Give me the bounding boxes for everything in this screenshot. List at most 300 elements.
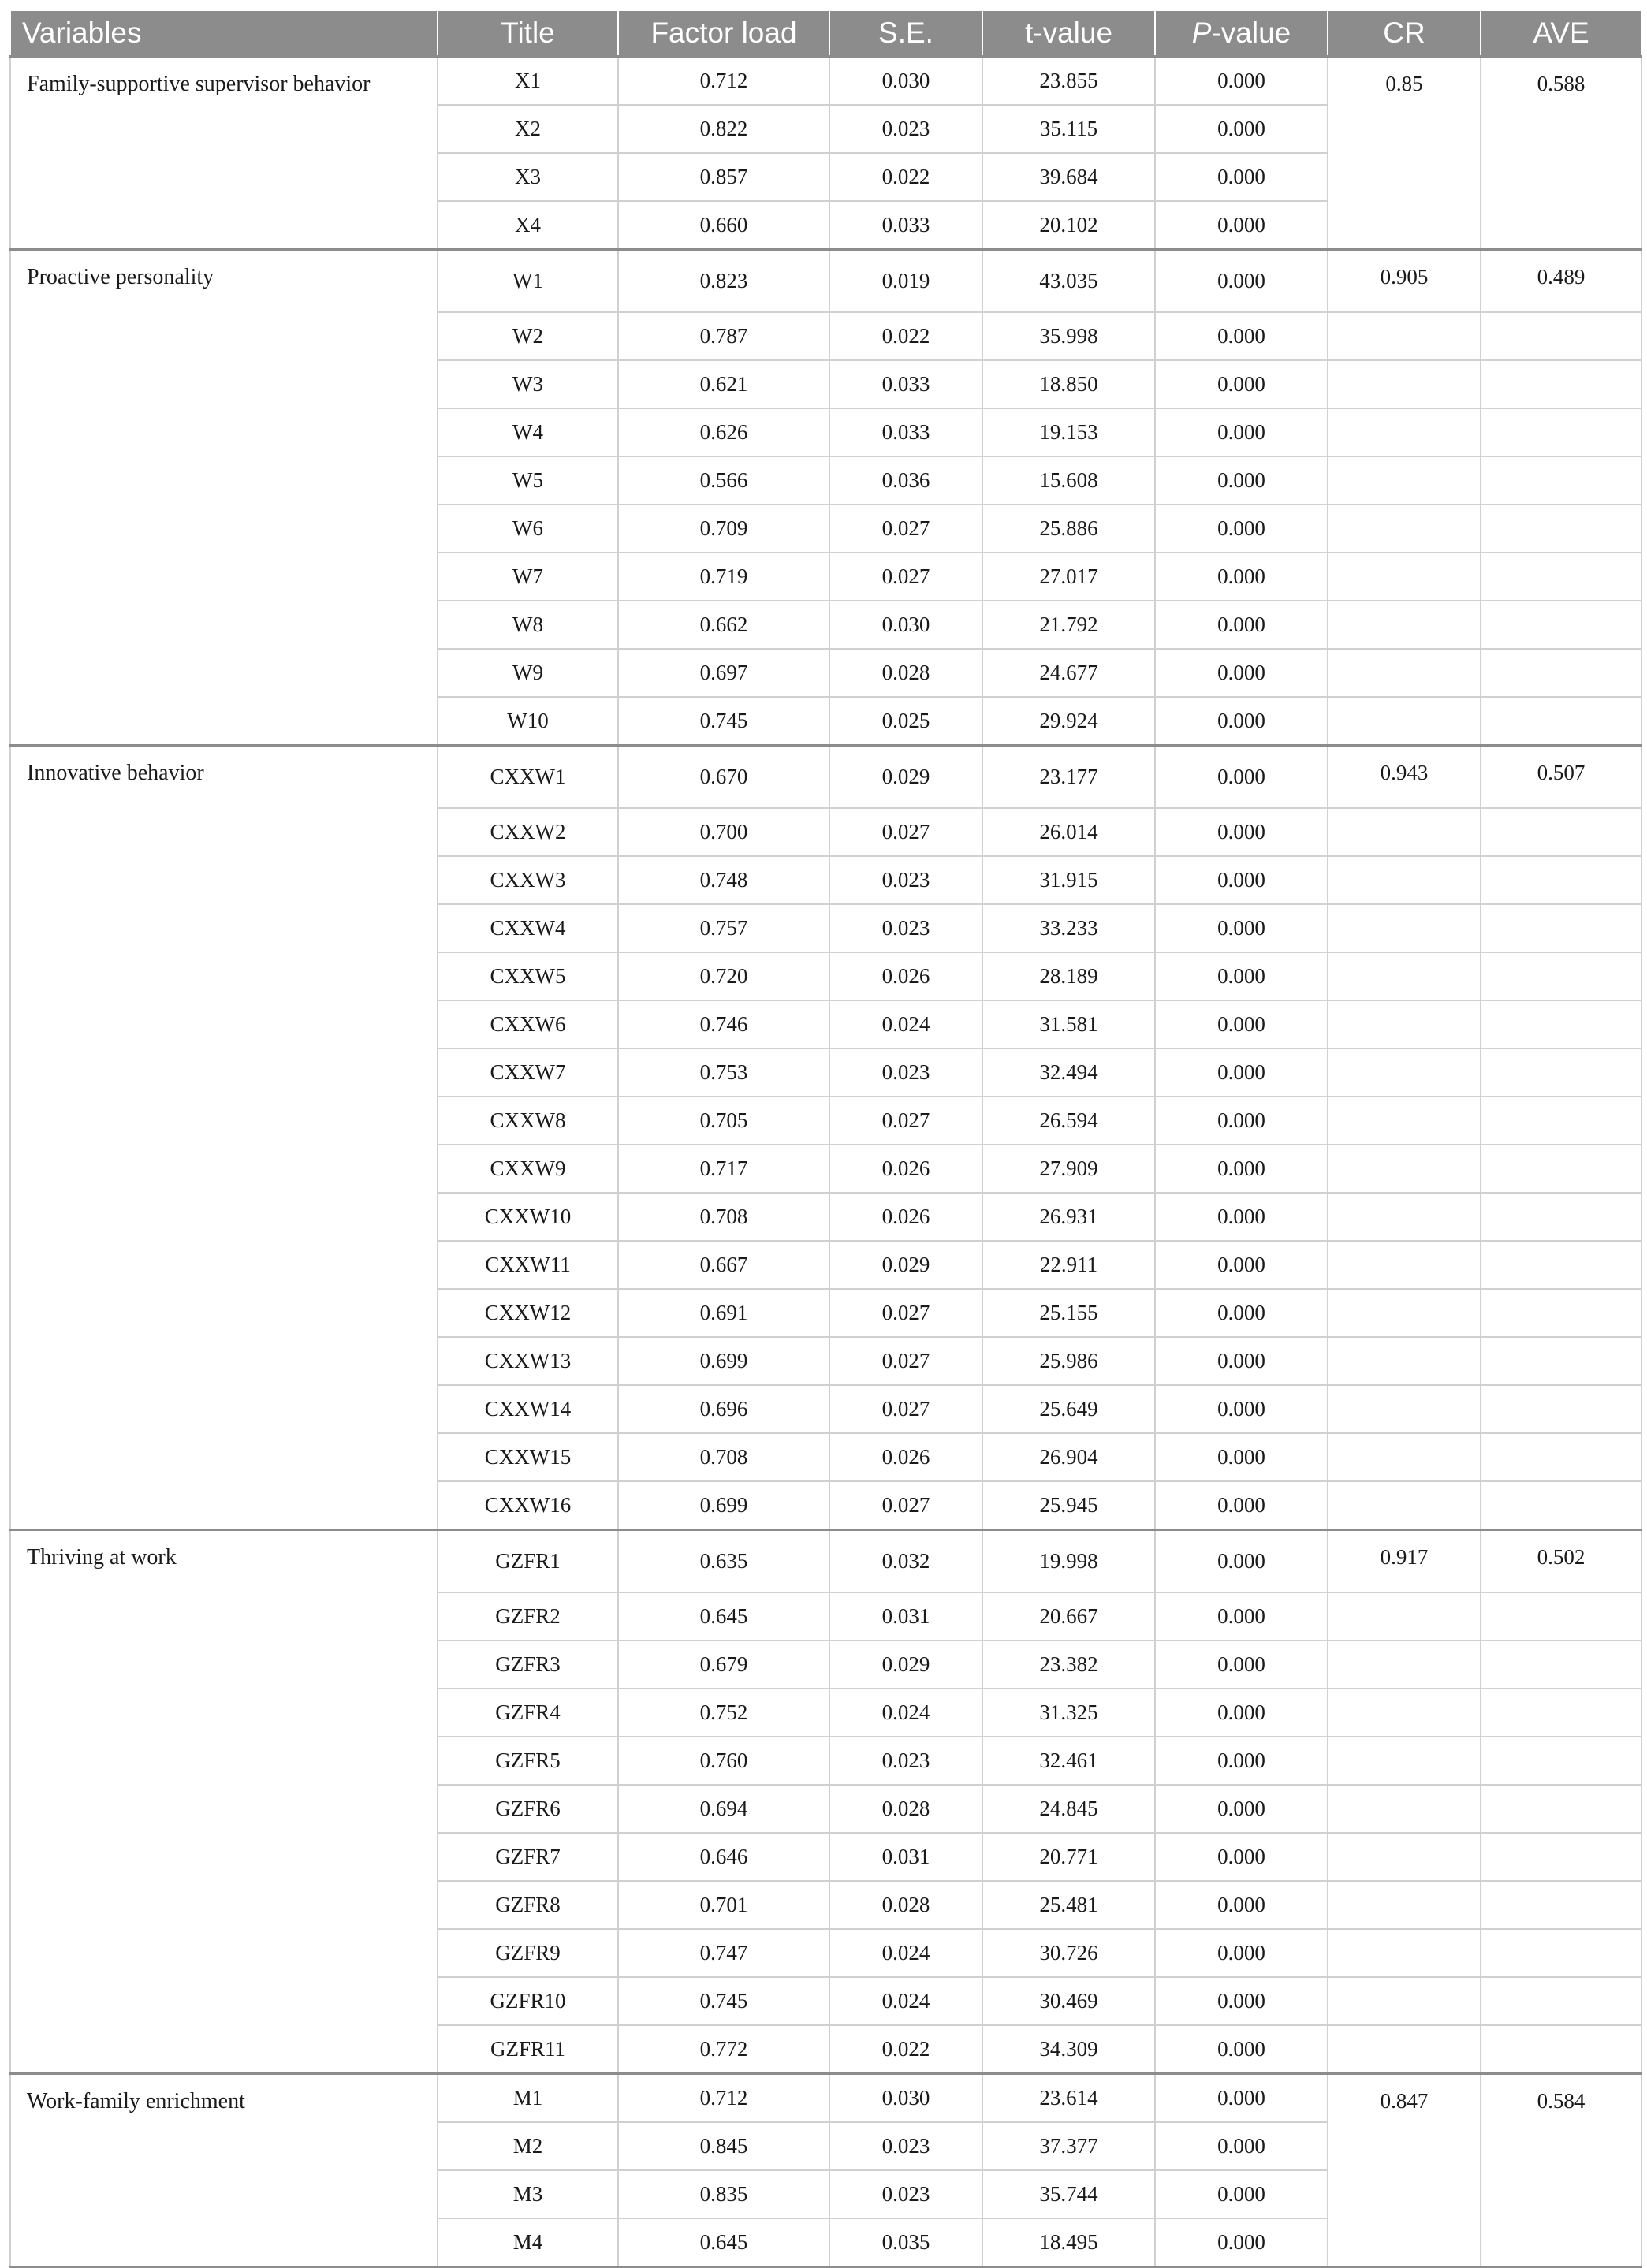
ave-empty-cell	[1481, 1481, 1641, 1530]
ave-cell: 0.502	[1481, 1530, 1641, 1593]
title-cell: CXXW5	[438, 952, 618, 1000]
se-cell: 0.030	[829, 2074, 982, 2123]
t-value-cell: 37.377	[982, 2122, 1155, 2170]
p-value-cell: 0.000	[1155, 2170, 1328, 2218]
cfa-results-table	[9, 9, 1642, 2268]
factor-load-cell: 0.760	[618, 1737, 829, 1785]
factor-load-cell: 0.857	[618, 153, 829, 201]
p-value-cell: 0.000	[1155, 1881, 1328, 1929]
table-row	[10, 57, 1641, 106]
p-value-cell: 0.000	[1155, 1000, 1328, 1048]
se-cell: 0.033	[829, 360, 982, 408]
t-value-cell: 32.494	[982, 1048, 1155, 1097]
ave-cell: 0.584	[1481, 2074, 1641, 2267]
table-header	[10, 10, 1641, 57]
se-cell: 0.023	[829, 2122, 982, 2170]
se-cell: 0.027	[829, 808, 982, 856]
factor-load-cell: 0.621	[618, 360, 829, 408]
ave-empty-cell	[1481, 649, 1641, 697]
title-cell: CXXW12	[438, 1289, 618, 1337]
t-value-cell: 35.744	[982, 2170, 1155, 2218]
ave-empty-cell	[1481, 601, 1641, 649]
factor-load-cell: 0.566	[618, 456, 829, 505]
ave-empty-cell	[1481, 1592, 1641, 1640]
p-value-cell: 0.000	[1155, 505, 1328, 553]
cr-empty-cell	[1328, 553, 1481, 601]
header-t-value: t-value	[982, 10, 1155, 57]
title-cell: W5	[438, 456, 618, 505]
factor-load-cell: 0.845	[618, 2122, 829, 2170]
se-cell: 0.030	[829, 601, 982, 649]
title-cell: GZFR9	[438, 1929, 618, 1977]
title-cell: M4	[438, 2218, 618, 2267]
factor-load-cell: 0.701	[618, 1881, 829, 1929]
title-cell: CXXW11	[438, 1241, 618, 1289]
cr-empty-cell	[1328, 1640, 1481, 1689]
title-cell: GZFR2	[438, 1592, 618, 1640]
cr-empty-cell	[1328, 1833, 1481, 1881]
se-cell: 0.022	[829, 2025, 982, 2074]
t-value-cell: 25.886	[982, 505, 1155, 553]
title-cell: CXXW6	[438, 1000, 618, 1048]
se-cell: 0.029	[829, 746, 982, 809]
p-value-cell: 0.000	[1155, 1289, 1328, 1337]
ave-empty-cell	[1481, 1881, 1641, 1929]
cr-empty-cell	[1328, 856, 1481, 904]
cr-empty-cell	[1328, 697, 1481, 746]
t-value-cell: 28.189	[982, 952, 1155, 1000]
se-cell: 0.032	[829, 1530, 982, 1593]
t-value-cell: 26.014	[982, 808, 1155, 856]
variable-name-cell: Thriving at work	[10, 1530, 438, 2074]
p-value-cell: 0.000	[1155, 360, 1328, 408]
title-cell: CXXW14	[438, 1385, 618, 1433]
t-value-cell: 31.581	[982, 1000, 1155, 1048]
cr-empty-cell	[1328, 649, 1481, 697]
t-value-cell: 25.986	[982, 1337, 1155, 1385]
p-value-cell: 0.000	[1155, 856, 1328, 904]
factor-load-cell: 0.645	[618, 1592, 829, 1640]
p-value-cell: 0.000	[1155, 1241, 1328, 1289]
factor-load-cell: 0.696	[618, 1385, 829, 1433]
p-value-cell: 0.000	[1155, 105, 1328, 153]
cr-empty-cell	[1328, 1433, 1481, 1481]
t-value-cell: 19.153	[982, 408, 1155, 456]
title-cell: GZFR8	[438, 1881, 618, 1929]
factor-load-cell: 0.772	[618, 2025, 829, 2074]
se-cell: 0.027	[829, 1337, 982, 1385]
cr-empty-cell	[1328, 1241, 1481, 1289]
title-cell: CXXW8	[438, 1097, 618, 1145]
title-cell: GZFR4	[438, 1689, 618, 1737]
ave-empty-cell	[1481, 1929, 1641, 1977]
ave-empty-cell	[1481, 1337, 1641, 1385]
table-row	[10, 746, 1641, 809]
p-value-cell: 0.000	[1155, 2218, 1328, 2267]
cr-empty-cell	[1328, 952, 1481, 1000]
header-p-italic: P	[1191, 17, 1212, 49]
se-cell: 0.023	[829, 856, 982, 904]
factor-load-cell: 0.752	[618, 1689, 829, 1737]
cr-empty-cell	[1328, 1289, 1481, 1337]
variable-name-cell: Proactive personality	[10, 250, 438, 746]
t-value-cell: 20.771	[982, 1833, 1155, 1881]
p-value-cell: 0.000	[1155, 1785, 1328, 1833]
ave-empty-cell	[1481, 505, 1641, 553]
se-cell: 0.028	[829, 1881, 982, 1929]
cr-empty-cell	[1328, 1592, 1481, 1640]
title-cell: GZFR1	[438, 1530, 618, 1593]
se-cell: 0.033	[829, 408, 982, 456]
ave-empty-cell	[1481, 1785, 1641, 1833]
title-cell: W3	[438, 360, 618, 408]
p-value-cell: 0.000	[1155, 153, 1328, 201]
cr-empty-cell	[1328, 601, 1481, 649]
factor-load-cell: 0.753	[618, 1048, 829, 1097]
se-cell: 0.027	[829, 1385, 982, 1433]
ave-empty-cell	[1481, 1048, 1641, 1097]
variable-name-cell: Work-family enrichment	[10, 2074, 438, 2267]
factor-load-cell: 0.662	[618, 601, 829, 649]
factor-load-cell: 0.694	[618, 1785, 829, 1833]
header-cr: CR	[1328, 10, 1481, 57]
cr-empty-cell	[1328, 1385, 1481, 1433]
se-cell: 0.024	[829, 1977, 982, 2025]
title-cell: CXXW16	[438, 1481, 618, 1530]
se-cell: 0.023	[829, 1048, 982, 1097]
title-cell: W4	[438, 408, 618, 456]
title-cell: GZFR6	[438, 1785, 618, 1833]
se-cell: 0.019	[829, 250, 982, 313]
title-cell: GZFR10	[438, 1977, 618, 2025]
title-cell: CXXW2	[438, 808, 618, 856]
p-value-cell: 0.000	[1155, 1977, 1328, 2025]
t-value-cell: 31.325	[982, 1689, 1155, 1737]
t-value-cell: 20.102	[982, 201, 1155, 250]
t-value-cell: 24.845	[982, 1785, 1155, 1833]
cr-cell: 0.847	[1328, 2074, 1481, 2267]
t-value-cell: 22.911	[982, 1241, 1155, 1289]
se-cell: 0.026	[829, 952, 982, 1000]
p-value-cell: 0.000	[1155, 201, 1328, 250]
factor-load-cell: 0.822	[618, 105, 829, 153]
t-value-cell: 19.998	[982, 1530, 1155, 1593]
se-cell: 0.027	[829, 1481, 982, 1530]
p-value-cell: 0.000	[1155, 1640, 1328, 1689]
ave-empty-cell	[1481, 456, 1641, 505]
ave-empty-cell	[1481, 360, 1641, 408]
cr-empty-cell	[1328, 808, 1481, 856]
cr-empty-cell	[1328, 1929, 1481, 1977]
p-value-cell: 0.000	[1155, 1337, 1328, 1385]
se-cell: 0.031	[829, 1833, 982, 1881]
t-value-cell: 27.017	[982, 553, 1155, 601]
t-value-cell: 20.667	[982, 1592, 1155, 1640]
header-ave: AVE	[1481, 10, 1641, 57]
factor-load-cell: 0.717	[618, 1145, 829, 1193]
factor-load-cell: 0.745	[618, 1977, 829, 2025]
t-value-cell: 26.904	[982, 1433, 1155, 1481]
se-cell: 0.028	[829, 1785, 982, 1833]
ave-empty-cell	[1481, 1241, 1641, 1289]
table-row	[10, 2074, 1641, 2123]
p-value-cell: 0.000	[1155, 553, 1328, 601]
factor-load-cell: 0.757	[618, 904, 829, 952]
se-cell: 0.022	[829, 312, 982, 360]
title-cell: W2	[438, 312, 618, 360]
title-cell: X3	[438, 153, 618, 201]
t-value-cell: 39.684	[982, 153, 1155, 201]
title-cell: GZFR3	[438, 1640, 618, 1689]
factor-load-cell: 0.745	[618, 697, 829, 746]
p-value-cell: 0.000	[1155, 1048, 1328, 1097]
cr-cell: 0.905	[1328, 250, 1481, 313]
p-value-cell: 0.000	[1155, 2074, 1328, 2123]
cr-empty-cell	[1328, 456, 1481, 505]
cr-empty-cell	[1328, 1337, 1481, 1385]
cr-empty-cell	[1328, 505, 1481, 553]
title-cell: W10	[438, 697, 618, 746]
ave-empty-cell	[1481, 697, 1641, 746]
p-value-cell: 0.000	[1155, 1097, 1328, 1145]
se-cell: 0.035	[829, 2218, 982, 2267]
ave-empty-cell	[1481, 312, 1641, 360]
t-value-cell: 26.594	[982, 1097, 1155, 1145]
p-value-cell: 0.000	[1155, 2025, 1328, 2074]
title-cell: CXXW9	[438, 1145, 618, 1193]
se-cell: 0.027	[829, 1097, 982, 1145]
title-cell: X4	[438, 201, 618, 250]
factor-load-cell: 0.697	[618, 649, 829, 697]
header-title: Title	[438, 10, 618, 57]
se-cell: 0.026	[829, 1433, 982, 1481]
title-cell: CXXW1	[438, 746, 618, 809]
p-value-cell: 0.000	[1155, 1530, 1328, 1593]
se-cell: 0.022	[829, 153, 982, 201]
ave-empty-cell	[1481, 1000, 1641, 1048]
ave-cell: 0.507	[1481, 746, 1641, 809]
p-value-cell: 0.000	[1155, 904, 1328, 952]
p-value-cell: 0.000	[1155, 2122, 1328, 2170]
factor-load-cell: 0.708	[618, 1193, 829, 1241]
ave-empty-cell	[1481, 1145, 1641, 1193]
t-value-cell: 25.649	[982, 1385, 1155, 1433]
p-value-cell: 0.000	[1155, 250, 1328, 313]
se-cell: 0.023	[829, 904, 982, 952]
se-cell: 0.023	[829, 105, 982, 153]
t-value-cell: 30.726	[982, 1929, 1155, 1977]
factor-load-cell: 0.679	[618, 1640, 829, 1689]
t-value-cell: 31.915	[982, 856, 1155, 904]
factor-load-cell: 0.667	[618, 1241, 829, 1289]
se-cell: 0.023	[829, 2170, 982, 2218]
t-value-cell: 21.792	[982, 601, 1155, 649]
p-value-cell: 0.000	[1155, 1929, 1328, 1977]
factor-load-cell: 0.747	[618, 1929, 829, 1977]
t-value-cell: 24.677	[982, 649, 1155, 697]
header-factor-load: Factor load	[618, 10, 829, 57]
title-cell: M1	[438, 2074, 618, 2123]
ave-empty-cell	[1481, 808, 1641, 856]
ave-empty-cell	[1481, 2025, 1641, 2074]
se-cell: 0.026	[829, 1145, 982, 1193]
factor-load-cell: 0.708	[618, 1433, 829, 1481]
ave-empty-cell	[1481, 1097, 1641, 1145]
cr-empty-cell	[1328, 2025, 1481, 2074]
ave-empty-cell	[1481, 1289, 1641, 1337]
cr-empty-cell	[1328, 360, 1481, 408]
t-value-cell: 18.495	[982, 2218, 1155, 2267]
ave-empty-cell	[1481, 1433, 1641, 1481]
table-row	[10, 1530, 1641, 1593]
se-cell: 0.027	[829, 553, 982, 601]
p-value-cell: 0.000	[1155, 312, 1328, 360]
p-value-cell: 0.000	[1155, 456, 1328, 505]
p-value-cell: 0.000	[1155, 1833, 1328, 1881]
cr-empty-cell	[1328, 1481, 1481, 1530]
t-value-cell: 30.469	[982, 1977, 1155, 2025]
cr-cell: 0.917	[1328, 1530, 1481, 1593]
factor-load-cell: 0.691	[618, 1289, 829, 1337]
title-cell: CXXW15	[438, 1433, 618, 1481]
factor-load-cell: 0.746	[618, 1000, 829, 1048]
se-cell: 0.026	[829, 1193, 982, 1241]
p-value-cell: 0.000	[1155, 1592, 1328, 1640]
cr-empty-cell	[1328, 1737, 1481, 1785]
title-cell: CXXW7	[438, 1048, 618, 1097]
t-value-cell: 33.233	[982, 904, 1155, 952]
header-row	[10, 10, 1641, 57]
p-value-cell: 0.000	[1155, 1193, 1328, 1241]
p-value-cell: 0.000	[1155, 1385, 1328, 1433]
se-cell: 0.023	[829, 1737, 982, 1785]
se-cell: 0.024	[829, 1929, 982, 1977]
cr-cell: 0.943	[1328, 746, 1481, 809]
factor-load-cell: 0.646	[618, 1833, 829, 1881]
se-cell: 0.029	[829, 1241, 982, 1289]
header-p-rest: -value	[1211, 17, 1291, 49]
factor-load-cell: 0.823	[618, 250, 829, 313]
t-value-cell: 23.855	[982, 57, 1155, 106]
t-value-cell: 25.945	[982, 1481, 1155, 1530]
factor-load-cell: 0.748	[618, 856, 829, 904]
ave-cell: 0.588	[1481, 57, 1641, 250]
title-cell: X2	[438, 105, 618, 153]
title-cell: M3	[438, 2170, 618, 2218]
header-variables: Variables	[10, 10, 438, 57]
title-cell: CXXW10	[438, 1193, 618, 1241]
se-cell: 0.027	[829, 505, 982, 553]
t-value-cell: 25.481	[982, 1881, 1155, 1929]
title-cell: CXXW13	[438, 1337, 618, 1385]
p-value-cell: 0.000	[1155, 649, 1328, 697]
title-cell: W8	[438, 601, 618, 649]
p-value-cell: 0.000	[1155, 601, 1328, 649]
t-value-cell: 23.614	[982, 2074, 1155, 2123]
ave-empty-cell	[1481, 1689, 1641, 1737]
factor-load-cell: 0.719	[618, 553, 829, 601]
table-body	[10, 57, 1641, 2267]
title-cell: CXXW3	[438, 856, 618, 904]
ave-empty-cell	[1481, 856, 1641, 904]
variable-name-cell: Family-supportive supervisor behavior	[10, 57, 438, 250]
t-value-cell: 23.382	[982, 1640, 1155, 1689]
title-cell: CXXW4	[438, 904, 618, 952]
title-cell: M2	[438, 2122, 618, 2170]
ave-empty-cell	[1481, 1640, 1641, 1689]
cr-cell: 0.85	[1328, 57, 1481, 250]
header-se: S.E.	[829, 10, 982, 57]
title-cell: GZFR5	[438, 1737, 618, 1785]
factor-load-cell: 0.712	[618, 57, 829, 106]
p-value-cell: 0.000	[1155, 697, 1328, 746]
factor-load-cell: 0.835	[618, 2170, 829, 2218]
title-cell: GZFR7	[438, 1833, 618, 1881]
title-cell: X1	[438, 57, 618, 106]
factor-load-cell: 0.700	[618, 808, 829, 856]
table-container	[9, 9, 1641, 2268]
ave-empty-cell	[1481, 553, 1641, 601]
title-cell: W9	[438, 649, 618, 697]
t-value-cell: 32.461	[982, 1737, 1155, 1785]
cr-empty-cell	[1328, 1881, 1481, 1929]
p-value-cell: 0.000	[1155, 1433, 1328, 1481]
p-value-cell: 0.000	[1155, 1689, 1328, 1737]
t-value-cell: 26.931	[982, 1193, 1155, 1241]
cr-empty-cell	[1328, 1048, 1481, 1097]
factor-load-cell: 0.670	[618, 746, 829, 809]
factor-load-cell: 0.699	[618, 1481, 829, 1530]
ave-empty-cell	[1481, 408, 1641, 456]
cr-empty-cell	[1328, 1193, 1481, 1241]
p-value-cell: 0.000	[1155, 408, 1328, 456]
title-cell: W1	[438, 250, 618, 313]
factor-load-cell: 0.660	[618, 201, 829, 250]
p-value-cell: 0.000	[1155, 57, 1328, 106]
p-value-cell: 0.000	[1155, 746, 1328, 809]
cr-empty-cell	[1328, 1097, 1481, 1145]
t-value-cell: 35.998	[982, 312, 1155, 360]
ave-empty-cell	[1481, 952, 1641, 1000]
se-cell: 0.029	[829, 1640, 982, 1689]
ave-empty-cell	[1481, 1193, 1641, 1241]
title-cell: W6	[438, 505, 618, 553]
factor-load-cell: 0.635	[618, 1530, 829, 1593]
se-cell: 0.028	[829, 649, 982, 697]
title-cell: GZFR11	[438, 2025, 618, 2074]
t-value-cell: 34.309	[982, 2025, 1155, 2074]
se-cell: 0.030	[829, 57, 982, 106]
t-value-cell: 43.035	[982, 250, 1155, 313]
factor-load-cell: 0.626	[618, 408, 829, 456]
se-cell: 0.024	[829, 1000, 982, 1048]
se-cell: 0.033	[829, 201, 982, 250]
variable-name-cell: Innovative behavior	[10, 746, 438, 1530]
factor-load-cell: 0.705	[618, 1097, 829, 1145]
cr-empty-cell	[1328, 1785, 1481, 1833]
t-value-cell: 15.608	[982, 456, 1155, 505]
p-value-cell: 0.000	[1155, 952, 1328, 1000]
se-cell: 0.036	[829, 456, 982, 505]
factor-load-cell: 0.787	[618, 312, 829, 360]
p-value-cell: 0.000	[1155, 1737, 1328, 1785]
cr-empty-cell	[1328, 1145, 1481, 1193]
table-row	[10, 250, 1641, 313]
ave-empty-cell	[1481, 1977, 1641, 2025]
p-value-cell: 0.000	[1155, 1145, 1328, 1193]
t-value-cell: 23.177	[982, 746, 1155, 809]
se-cell: 0.031	[829, 1592, 982, 1640]
